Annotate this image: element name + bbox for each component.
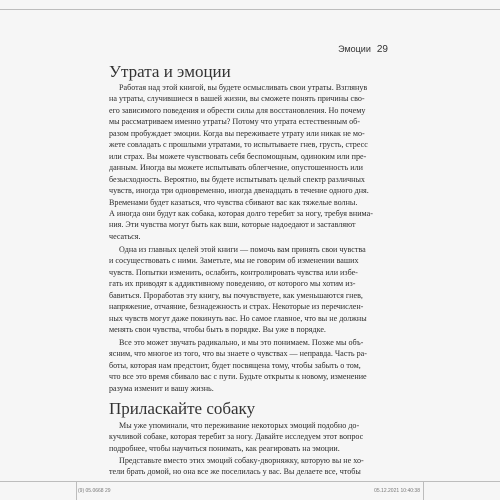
text-line: бавиться. Проработав эту книгу, вы почувствуете, как уменьшаются гнев, [109, 290, 363, 300]
text-line: напряжение, отчаяние, безнадежность и страх. Некоторые из перечислен- [109, 302, 364, 312]
crop-mark-left [76, 481, 77, 500]
print-slug-right: 05.12.2021 10:40:38 [374, 488, 420, 494]
crop-mark-top [0, 9, 500, 10]
paragraph-2 [109, 244, 390, 336]
text-line: Работая над этой книгой, вы будете осмысливать свои утраты. Взглянув [119, 83, 368, 92]
text-line: или страх. Вы можете чувствовать себя беспомощным, одиноким или пре- [109, 151, 367, 161]
text-line: тели брать домой, но она все же поселилась у вас. Вы делаете все, чтобы [109, 467, 361, 477]
text-line: кучливой собаке, которая теребит за ногу. Давайте исследуем этот вопрос [109, 432, 364, 442]
text-line: чесаться. [109, 231, 141, 241]
text-line: А иногда они будут как собака, которая долго теребит за ногу, требуя внима- [109, 208, 373, 218]
running-head-section: Эмоции [338, 44, 371, 54]
print-slug-left: (9) 05.0668 29 [78, 488, 111, 494]
section-heading-loss-and-emotions: Утрата и эмоции [109, 62, 231, 81]
text-line: ния. Эти чувства могут быть как вши, которые надоедают и заставляют [109, 220, 356, 230]
text-line: гать их приводят к аддиктивному поведению, от которого мы хотим из- [109, 279, 356, 289]
text-line: боты, которая нам предстоит, будет посвящена тому, чтобы забыть о том, [109, 360, 361, 370]
running-head [338, 44, 388, 55]
text-line: и сосуществовать с ними. Заметьте, мы не говорим об изменении ваших [109, 256, 359, 266]
text-line: Временами будет казаться, что чувства сбивают вас как тяжелые волны. [109, 197, 358, 207]
paragraph-3 [109, 337, 390, 394]
text-line: на утраты, случившиеся в вашей жизни, вы сможете понять причины сво- [109, 94, 365, 104]
page-number: 29 [376, 44, 388, 55]
text-line: подробнее, чтобы научиться понимать, как реагировать на эмоции. [109, 443, 340, 453]
text-line: разом пробуждает эмоции. Когда вы переживаете утрату или никак не мо- [109, 128, 365, 138]
crop-mark-bottom [0, 481, 500, 482]
text-line: Мы уже упоминали, что переживание некоторых эмоций подобно до- [119, 421, 360, 430]
text-line: чувств, иногда три одновременно, иногда двенадцать в течение одного дня. [109, 186, 369, 196]
text-line: Все это может звучать радикально, и мы это понимаем. Позже мы объ- [119, 338, 364, 347]
paragraph-1 [109, 82, 390, 242]
paragraph-5 [109, 455, 390, 478]
text-line: менять свои чувства, чтобы быть в порядке. Вы уже в порядке. [109, 325, 326, 335]
paragraph-4 [109, 420, 390, 454]
text-line: данным. Иногда вы можете испытывать облегчение, опустошенность или [109, 163, 364, 173]
crop-mark-right [423, 481, 424, 500]
text-line: Представьте вместо этих эмоций собаку-дворняжку, которую вы не хо- [119, 456, 364, 465]
text-line: разума изменит и вашу жизнь. [109, 383, 214, 393]
text-line: ных чувств могут даже покинуть вас. Но самое главное, что вы не должны [109, 313, 367, 323]
text-line: мы рассматриваем именно утраты? Потому что утрата естественным об- [109, 117, 360, 127]
text-line: жете совладать с прошлыми утратами, то испытываете гнев, грусть, стресс [109, 140, 368, 150]
text-line: Одна из главных целей этой книги — помочь вам принять свои чувства [119, 245, 366, 254]
text-line: его зависимого поведения и обрести силы для восстановления. Но почему [109, 105, 366, 115]
text-line: ясним, что многое из того, что вы знаете о чувствах — неправда. Часть ра- [109, 349, 367, 359]
section-heading-pet-the-dog: Приласкайте собаку [109, 399, 256, 418]
text-line: безысходность. Вероятно, вы будете испытывать целый спектр различных [109, 174, 365, 184]
text-line: чувств. Попытки изменить, ослабить, контролировать чувства или избе- [109, 267, 358, 277]
text-line: что все это время сбивало вас с пути. Будьте открыты к новому, изменение [109, 372, 367, 382]
